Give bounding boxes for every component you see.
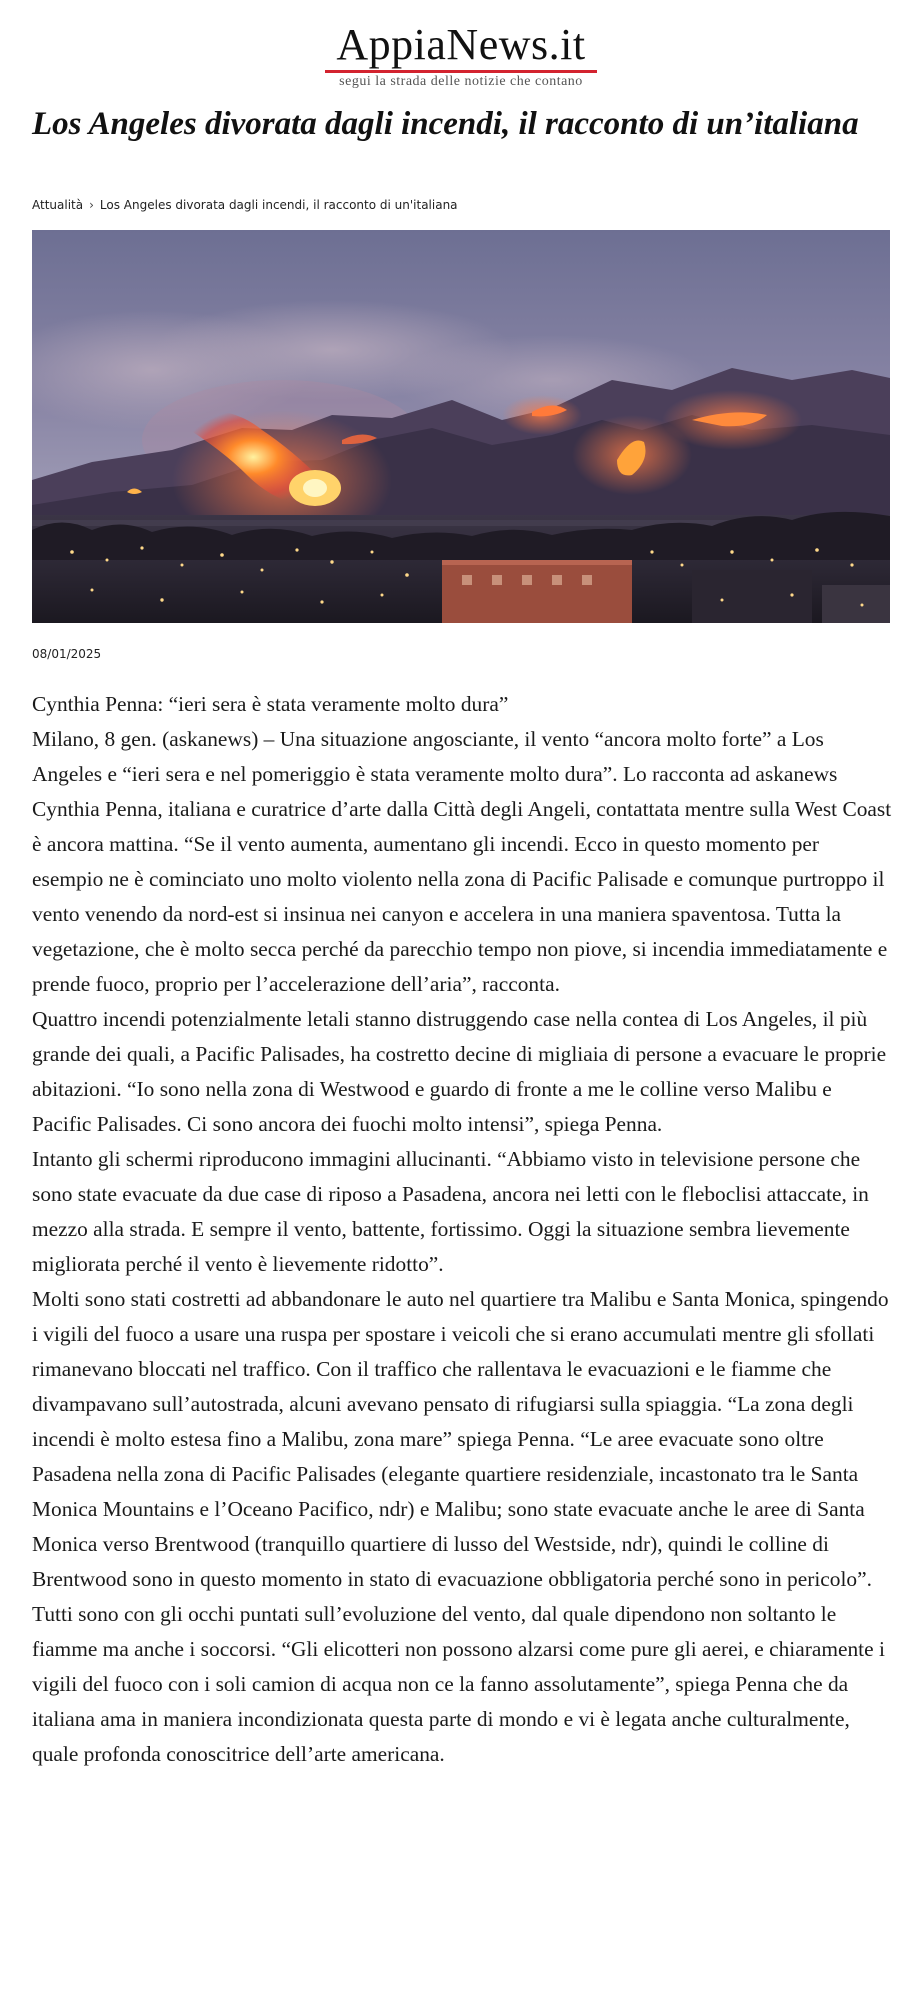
breadcrumb-current: Los Angeles divorata dagli incendi, il racconto di un'italiana	[99, 198, 458, 212]
wildfire-photo	[32, 230, 890, 623]
site-header	[0, 22, 922, 90]
article-subtitle: Cynthia Penna: “ieri sera è stata veramente molto dura”	[32, 692, 509, 716]
article-paragraph: Tutti sono con gli occhi puntati sull’evoluzione del vento, dal quale dipendono non soltanto le fiamme ma anche i soccorsi. “Gli elicotteri non possono alzarsi come pure gli aerei, e chiaramente i vigili del fuoco con i soli camion di acqua non ce la fanno assolutamente”, spiega Penna che da italiana ama in maniera incondizionata questa parte di mondo e vi è legata anche culturalmente, quale profonda conoscitrice dell’arte americana.	[32, 1602, 885, 1766]
breadcrumb-separator: ›	[89, 198, 94, 212]
site-logo-text: AppiaNews.it	[336, 20, 586, 69]
site-tagline: segui la strada delle notizie che contano	[339, 74, 583, 89]
publish-date: 08/01/2025	[32, 647, 102, 661]
article-hero-image	[32, 230, 890, 623]
logo-underline	[325, 70, 597, 73]
article-title: Los Angeles divorata dagli incendi, il racconto di un’italiana	[32, 106, 859, 142]
breadcrumb	[32, 197, 892, 213]
article-paragraph: Milano, 8 gen. (askanews) – Una situazione angosciante, il vento “ancora molto forte” a Los Angeles e “ieri sera e nel pomeriggio è stata veramente molto dura”. Lo racconta ad askanews Cynthia Penna, italiana e curatrice d’arte dalla Città degli Angeli, contattata mentre sulla West Coast è ancora mattina. “Se il vento aumenta, aumentano gli incendi. Ecco in questo momento per esempio ne è cominciato uno molto violento nella zona di Pacific Palisade e comunque purtroppo il vento venendo da nord-est si insinua nei canyon e accelera in una maniera spaventosa. Tutta la vegetazione, che è molto secca perché da parecchio tempo non piove, si incendia immediatamente e prende fuoco, proprio per l’accelerazione dell’aria”, racconta.	[32, 727, 892, 996]
article-paragraph: Intanto gli schermi riproducono immagini allucinanti. “Abbiamo visto in televisione persone che sono state evacuate da due case di riposo a Pasadena, ancora nei letti con le fleboclisi attaccate, in mezzo alla strada. E sempre il vento, battente, fortissimo. Oggi la situazione sembra lievemente migliorata perché il vento è lievemente ridotto”.	[32, 1147, 869, 1276]
site-logo[interactable]	[325, 22, 597, 90]
article-paragraph: Quattro incendi potenzialmente letali stanno distruggendo case nella contea di Los Angeles, il più grande dei quali, a Pacific Palisades, ha costretto decine di migliaia di persone a evacuare le proprie abitazioni. “Io sono nella zona di Westwood e guardo di fronte a me le colline verso Malibu e Pacific Palisades. Ci sono ancora dei fuochi molto intensi”, spiega Penna.	[32, 1007, 887, 1136]
article-paragraph: Molti sono stati costretti ad abbandonare le auto nel quartiere tra Malibu e Santa Monica, spingendo i vigili del fuoco a usare una ruspa per spostare i veicoli che si erano accumulati mentre gli sfollati rimanevano bloccati nel traffico. Con il traffico che rallentava le evacuazioni e le fiamme che divampavano sull’autostrada, alcuni avevano pensato di rifugiarsi sulla spiaggia. “La zona degli incendi è molto estesa fino a Malibu, zona mare” spiega Penna. “Le aree evacuate sono oltre Pasadena nella zona di Pacific Palisades (elegante quartiere residenziale, incastonato tra le Santa Monica Mountains e l’Oceano Pacifico, ndr) e Malibu; sono state evacuate anche le aree di Santa Monica verso Brentwood (tranquillo quartiere di lusso del Westside, ndr), quindi le colline di Brentwood sono in questo momento in stato di evacuazione obbligatoria perché sono in pericolo”.	[32, 1287, 889, 1591]
article-body	[32, 687, 894, 1772]
breadcrumb-category-link[interactable]: Attualità	[32, 198, 84, 212]
